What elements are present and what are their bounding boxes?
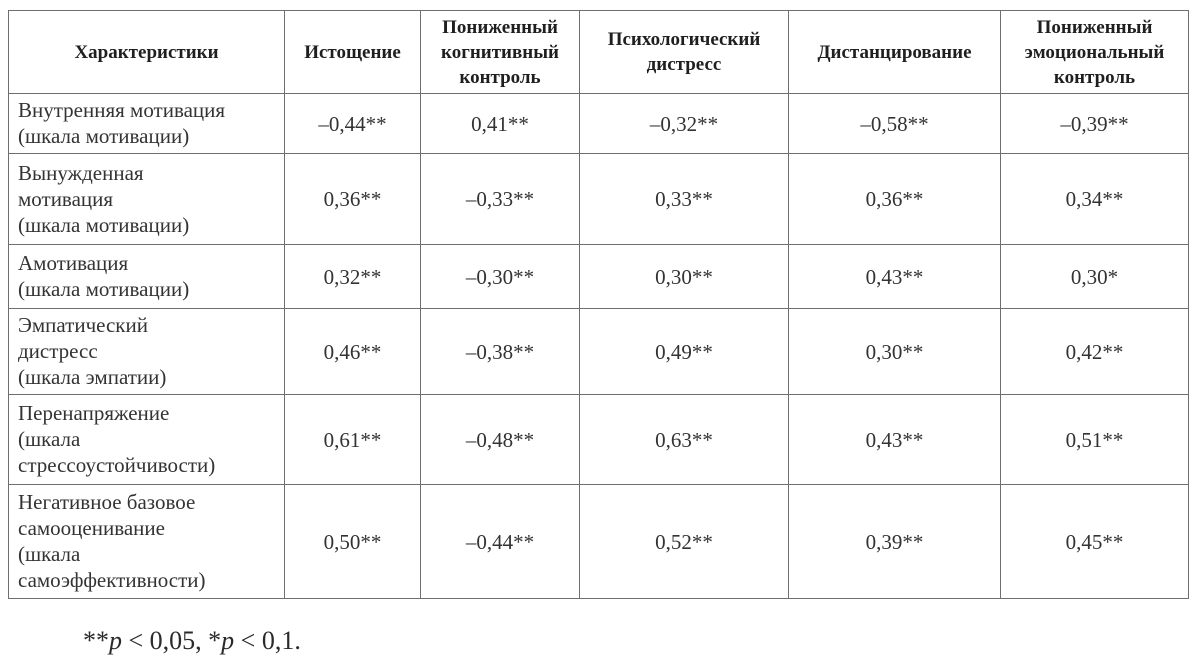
- table-row: [9, 94, 1189, 154]
- header-distancing: [789, 11, 1001, 94]
- footnote-p-2: p: [221, 626, 235, 655]
- header-reduced-cognitive-control: [421, 11, 580, 94]
- header-line: Пониженный: [1036, 16, 1153, 38]
- cell-value: 0,63**: [655, 427, 713, 452]
- footnote-threshold-1: < 0,05,: [122, 626, 209, 655]
- footnote-stars-1: **: [83, 626, 109, 655]
- table-row: [9, 485, 1189, 599]
- cell-psychological-distress: [580, 245, 789, 309]
- cell-psychological-distress: [580, 485, 789, 599]
- cell-value: 0,36**: [323, 187, 382, 211]
- cell-reduced-emotional-control: [1001, 485, 1189, 599]
- cell-value: 0,34**: [1065, 187, 1124, 211]
- correlation-table-container: [8, 10, 1188, 599]
- header-line: Истощение: [304, 41, 401, 63]
- row-label-line: Перенапряжение: [18, 401, 170, 425]
- cell-value: 0,50**: [323, 529, 382, 554]
- cell-reduced-emotional-control: [1001, 94, 1189, 154]
- header-line: Психологический: [607, 29, 761, 50]
- header-line: контроль: [1053, 66, 1136, 88]
- cell-reduced-emotional-control: [1001, 245, 1189, 309]
- cell-value: 0,49**: [655, 339, 713, 364]
- table-row: [9, 245, 1189, 309]
- cell-value: 0,33**: [655, 187, 713, 211]
- row-label-line: (шкала мотивации): [18, 124, 190, 148]
- row-label: [9, 245, 285, 309]
- footnote-p-1: p: [109, 626, 122, 655]
- cell-psychological-distress: [580, 395, 789, 485]
- row-label: [9, 485, 285, 599]
- cell-value: 0,42**: [1065, 339, 1124, 364]
- cell-value: 0,41**: [471, 111, 529, 136]
- header-row: [9, 11, 1189, 94]
- cell-psychological-distress: [580, 309, 789, 395]
- header-psychological-distress: [580, 11, 789, 94]
- cell-value: –0,44**: [318, 111, 387, 136]
- cell-distancing: [789, 245, 1001, 309]
- cell-exhaustion: [285, 154, 421, 245]
- cell-value: –0,58**: [860, 111, 929, 136]
- cell-reduced-cognitive-control: [421, 154, 580, 245]
- cell-value: 0,36**: [865, 187, 924, 211]
- table-row: [9, 309, 1189, 395]
- cell-value: 0,30**: [655, 264, 713, 289]
- cell-distancing: [789, 485, 1001, 599]
- header-reduced-emotional-control: [1001, 11, 1189, 94]
- cell-value: 0,52**: [655, 529, 713, 554]
- row-label-line: (шкала: [18, 427, 81, 451]
- cell-distancing: [789, 395, 1001, 485]
- cell-value: –0,32**: [649, 111, 719, 136]
- row-label-line: (шкала: [18, 542, 81, 566]
- row-label: [9, 94, 285, 154]
- cell-value: –0,39**: [1060, 111, 1129, 136]
- row-label-line: самооценивание: [18, 516, 165, 540]
- cell-reduced-cognitive-control: [421, 309, 580, 395]
- row-label-line: (шкала мотивации): [18, 212, 190, 237]
- cell-value: 0,30*: [1070, 264, 1119, 289]
- row-label-line: мотивация: [18, 186, 114, 211]
- significance-footnote: [83, 625, 301, 657]
- table-row: [9, 154, 1189, 245]
- cell-value: –0,44**: [465, 529, 535, 554]
- row-label-line: Эмпатический: [18, 313, 148, 337]
- row-label-line: самоэффективности): [18, 568, 206, 592]
- cell-value: 0,43**: [865, 264, 924, 289]
- cell-reduced-cognitive-control: [421, 395, 580, 485]
- cell-value: –0,33**: [465, 187, 535, 211]
- header-line: контроль: [459, 66, 541, 88]
- row-label: [9, 395, 285, 485]
- header-exhaustion: [285, 11, 421, 94]
- cell-exhaustion: [285, 395, 421, 485]
- cell-value: 0,45**: [1065, 529, 1124, 554]
- cell-reduced-emotional-control: [1001, 309, 1189, 395]
- cell-reduced-emotional-control: [1001, 395, 1189, 485]
- footnote-stars-2: *: [208, 626, 222, 655]
- row-label-line: (шкала эмпатии): [18, 365, 167, 389]
- row-label-line: Амотивация: [18, 251, 129, 275]
- header-characteristics: [9, 11, 285, 94]
- cell-value: –0,48**: [465, 427, 535, 452]
- row-label-line: Внутренняя мотивация: [18, 98, 226, 122]
- cell-value: 0,61**: [323, 427, 382, 452]
- cell-value: 0,51**: [1065, 427, 1124, 452]
- cell-exhaustion: [285, 485, 421, 599]
- correlation-table: [8, 10, 1189, 599]
- cell-reduced-emotional-control: [1001, 154, 1189, 245]
- cell-exhaustion: [285, 309, 421, 395]
- cell-distancing: [789, 309, 1001, 395]
- header-line: Дистанцирование: [817, 41, 972, 63]
- cell-exhaustion: [285, 94, 421, 154]
- cell-value: 0,30**: [865, 339, 924, 364]
- cell-exhaustion: [285, 245, 421, 309]
- row-label: [9, 154, 285, 245]
- header-line: Пониженный: [442, 16, 558, 38]
- cell-reduced-cognitive-control: [421, 94, 580, 154]
- table-row: [9, 395, 1189, 485]
- row-label-line: (шкала мотивации): [18, 277, 190, 301]
- cell-value: –0,38**: [465, 339, 535, 364]
- cell-value: 0,46**: [323, 339, 382, 364]
- cell-reduced-cognitive-control: [421, 245, 580, 309]
- row-label-line: Вынужденная: [18, 160, 144, 185]
- row-label-line: дистресс: [18, 339, 98, 363]
- cell-psychological-distress: [580, 94, 789, 154]
- header-line: когнитивный: [441, 41, 559, 63]
- header-line: дистресс: [646, 54, 722, 75]
- cell-distancing: [789, 154, 1001, 245]
- row-label-line: стрессоустойчивости): [18, 453, 216, 477]
- cell-psychological-distress: [580, 154, 789, 245]
- header-line: эмоциональный: [1024, 41, 1165, 63]
- cell-value: 0,32**: [323, 264, 382, 289]
- row-label: [9, 309, 285, 395]
- row-label-line: Негативное базовое: [18, 490, 196, 514]
- cell-value: 0,39**: [865, 529, 924, 554]
- cell-distancing: [789, 94, 1001, 154]
- footnote-threshold-2: < 0,1.: [234, 626, 301, 655]
- cell-value: 0,43**: [865, 427, 924, 452]
- header-line: Характеристики: [74, 41, 219, 63]
- cell-reduced-cognitive-control: [421, 485, 580, 599]
- cell-value: –0,30**: [465, 264, 535, 289]
